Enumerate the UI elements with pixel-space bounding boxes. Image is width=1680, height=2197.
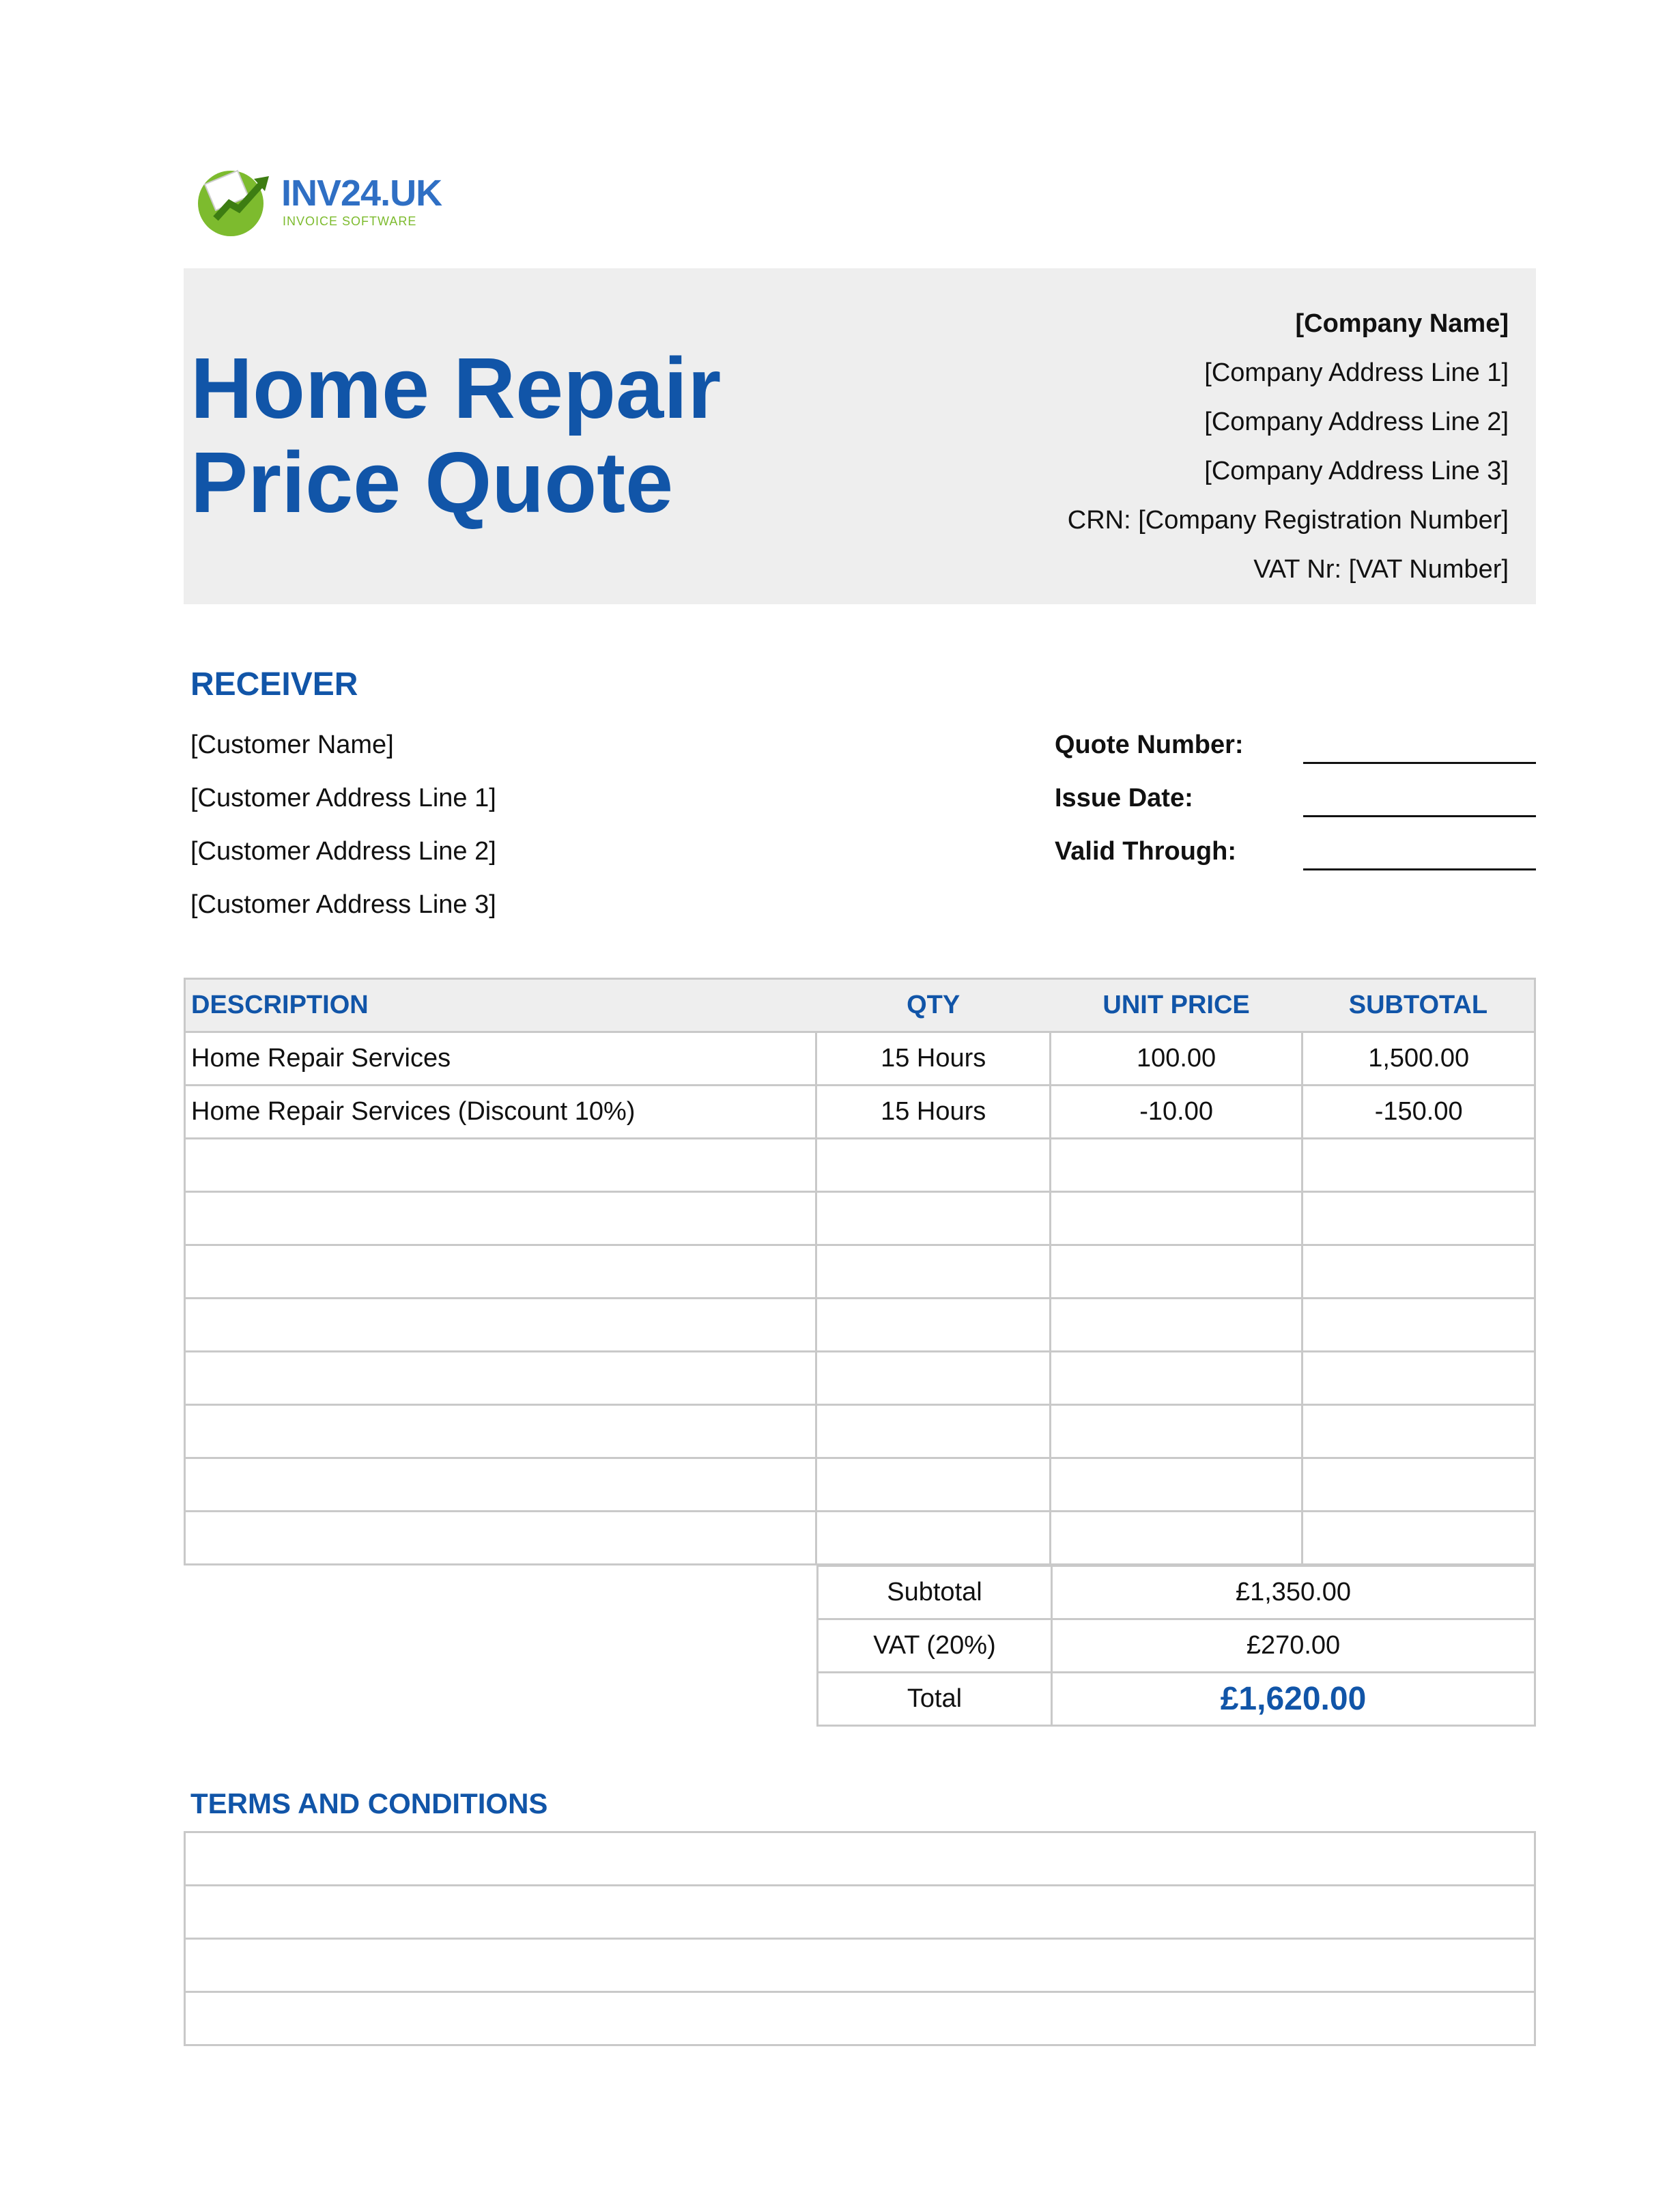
terms-row <box>185 1832 1535 1886</box>
terms-row <box>185 1886 1535 1939</box>
receiver-heading: RECEIVER <box>190 666 358 703</box>
terms-table <box>184 1831 1536 2046</box>
terms-cell[interactable] <box>185 1939 1535 1992</box>
empty-cell[interactable] <box>816 1512 1050 1565</box>
company-vat: VAT Nr: [VAT Number] <box>1253 555 1509 584</box>
table-row <box>185 1032 1535 1086</box>
customer-address-2: [Customer Address Line 2] <box>190 837 496 866</box>
empty-cell[interactable] <box>816 1352 1050 1405</box>
empty-cell[interactable] <box>1050 1405 1302 1458</box>
total-row <box>818 1673 1535 1726</box>
issue-date-label: Issue Date: <box>1055 784 1193 812</box>
empty-cell[interactable] <box>185 1299 816 1352</box>
empty-row <box>185 1512 1535 1565</box>
empty-cell[interactable] <box>1050 1245 1302 1299</box>
customer-block <box>190 718 496 931</box>
empty-cell[interactable] <box>816 1139 1050 1192</box>
empty-cell[interactable] <box>816 1192 1050 1245</box>
empty-cell[interactable] <box>185 1245 816 1299</box>
logo-icon <box>195 164 277 239</box>
terms-cell[interactable] <box>185 1992 1535 2045</box>
empty-cell[interactable] <box>816 1245 1050 1299</box>
empty-row <box>185 1352 1535 1405</box>
total-value: £1,620.00 <box>1052 1673 1535 1726</box>
totals-table <box>816 1565 1536 1727</box>
row-unit-price[interactable]: -10.00 <box>1050 1086 1302 1139</box>
empty-cell[interactable] <box>185 1512 816 1565</box>
empty-row <box>185 1299 1535 1352</box>
row-unit-price[interactable]: 100.00 <box>1050 1032 1302 1086</box>
vat-row <box>818 1619 1535 1673</box>
row-qty[interactable]: 15 Hours <box>816 1032 1050 1086</box>
empty-cell[interactable] <box>1050 1458 1302 1512</box>
empty-cell <box>1302 1139 1535 1192</box>
terms-cell[interactable] <box>185 1832 1535 1886</box>
empty-cell <box>1302 1458 1535 1512</box>
title-line-2: Price Quote <box>190 434 674 530</box>
empty-cell[interactable] <box>185 1139 816 1192</box>
empty-cell <box>1302 1352 1535 1405</box>
customer-address-1: [Customer Address Line 1] <box>190 784 496 812</box>
empty-cell <box>1302 1299 1535 1352</box>
empty-cell[interactable] <box>816 1405 1050 1458</box>
vat-value: £270.00 <box>1052 1619 1535 1673</box>
company-address-1: [Company Address Line 1] <box>1204 358 1509 387</box>
row-description[interactable]: Home Repair Services (Discount 10%) <box>185 1086 816 1139</box>
row-subtotal: 1,500.00 <box>1302 1032 1535 1086</box>
row-description[interactable]: Home Repair Services <box>185 1032 816 1086</box>
empty-row <box>185 1245 1535 1299</box>
empty-row <box>185 1405 1535 1458</box>
subtotal-value: £1,350.00 <box>1052 1566 1535 1619</box>
empty-cell[interactable] <box>1050 1192 1302 1245</box>
row-qty[interactable]: 15 Hours <box>816 1086 1050 1139</box>
empty-cell <box>1302 1245 1535 1299</box>
empty-cell[interactable] <box>185 1458 816 1512</box>
valid-through-label: Valid Through: <box>1055 837 1236 866</box>
empty-cell[interactable] <box>185 1405 816 1458</box>
quote-meta <box>1055 718 1244 878</box>
empty-cell <box>1302 1512 1535 1565</box>
col-subtotal: SUBTOTAL <box>1302 979 1535 1032</box>
empty-cell[interactable] <box>185 1192 816 1245</box>
table-row <box>185 1086 1535 1139</box>
empty-row <box>185 1458 1535 1512</box>
empty-cell[interactable] <box>816 1299 1050 1352</box>
empty-cell[interactable] <box>1050 1299 1302 1352</box>
empty-cell <box>1302 1192 1535 1245</box>
document-title <box>190 341 721 530</box>
title-line-1: Home Repair <box>190 340 722 436</box>
logo <box>195 164 442 239</box>
terms-cell[interactable] <box>185 1886 1535 1939</box>
total-label: Total <box>818 1673 1052 1726</box>
subtotal-label: Subtotal <box>818 1566 1052 1619</box>
terms-row <box>185 1939 1535 1992</box>
empty-cell[interactable] <box>1050 1512 1302 1565</box>
col-qty: QTY <box>816 979 1050 1032</box>
items-table <box>184 978 1536 1565</box>
col-description: DESCRIPTION <box>185 979 816 1032</box>
terms-heading: TERMS AND CONDITIONS <box>190 1787 548 1819</box>
company-crn: CRN: [Company Registration Number] <box>1067 506 1509 535</box>
row-subtotal: -150.00 <box>1302 1086 1535 1139</box>
valid-through-field[interactable] <box>1303 868 1536 870</box>
empty-cell[interactable] <box>816 1458 1050 1512</box>
quote-number-label: Quote Number: <box>1055 731 1244 759</box>
empty-cell[interactable] <box>1050 1352 1302 1405</box>
items-header-row <box>185 979 1535 1032</box>
col-unit-price: UNIT PRICE <box>1050 979 1302 1032</box>
empty-row <box>185 1192 1535 1245</box>
empty-row <box>185 1139 1535 1192</box>
company-block <box>1068 299 1509 594</box>
issue-date-field[interactable] <box>1303 815 1536 817</box>
logo-wordmark: INV24.UK <box>281 173 442 214</box>
logo-tagline: INVOICE SOFTWARE <box>283 214 417 228</box>
quote-number-field[interactable] <box>1303 762 1536 764</box>
customer-address-3: [Customer Address Line 3] <box>190 890 496 919</box>
company-address-2: [Company Address Line 2] <box>1204 408 1509 436</box>
terms-row <box>185 1992 1535 2045</box>
empty-cell <box>1302 1405 1535 1458</box>
company-name: [Company Name] <box>1295 309 1509 338</box>
empty-cell[interactable] <box>1050 1139 1302 1192</box>
empty-cell[interactable] <box>185 1352 816 1405</box>
customer-name: [Customer Name] <box>190 731 394 759</box>
vat-label: VAT (20%) <box>818 1619 1052 1673</box>
company-address-3: [Company Address Line 3] <box>1204 457 1509 485</box>
subtotal-row <box>818 1566 1535 1619</box>
